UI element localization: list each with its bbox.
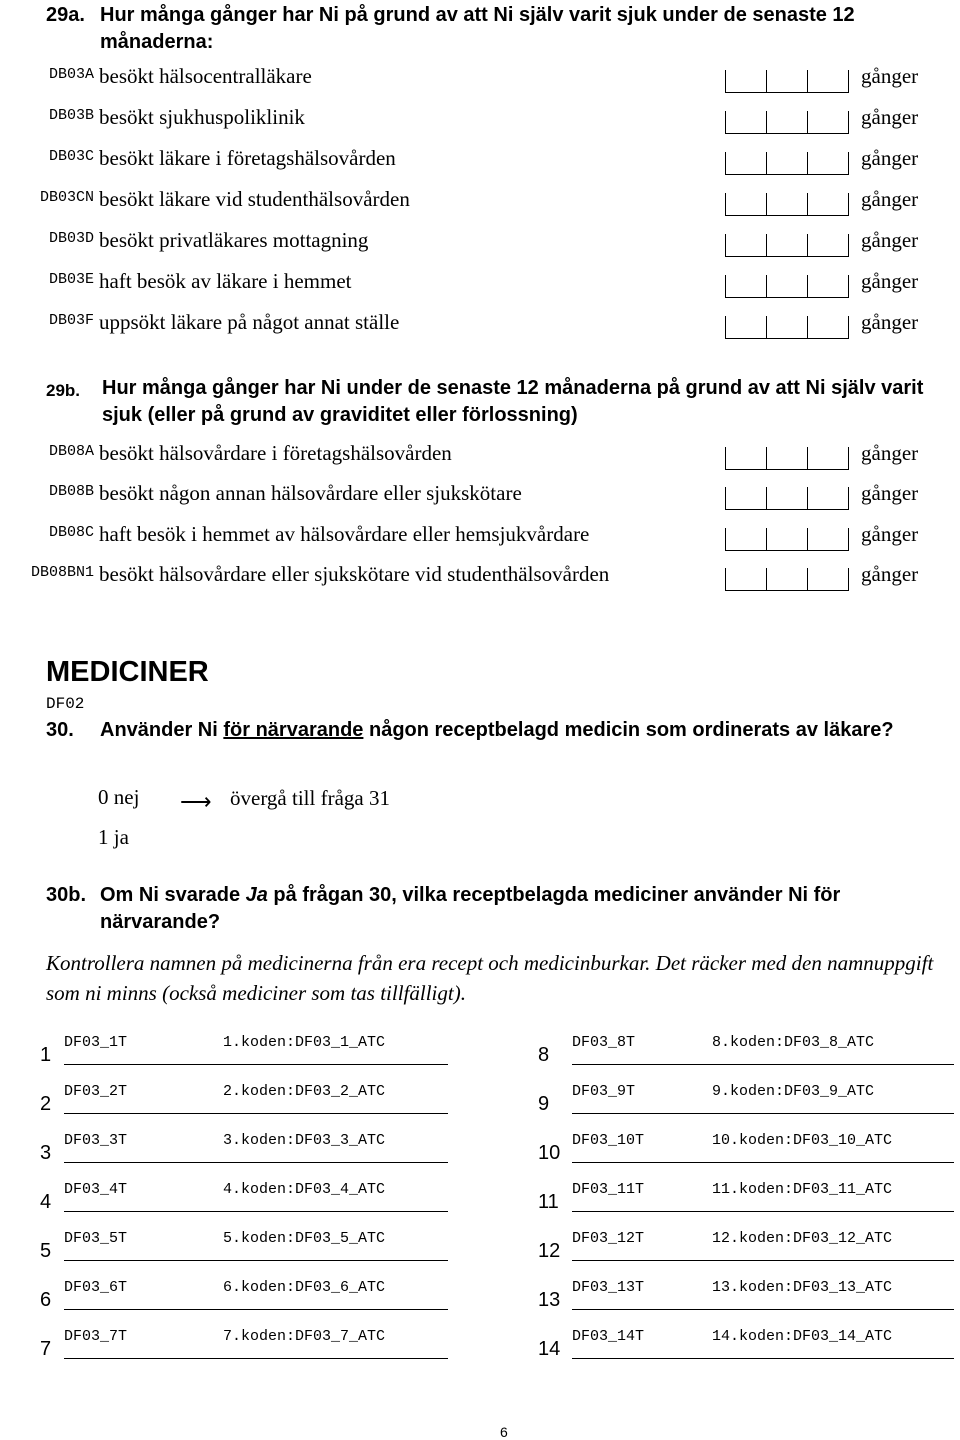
question-30-heading — [46, 717, 940, 744]
unit-label: gånger — [861, 521, 919, 546]
question-text: Hur många gånger har Ni på grund av att Ni själv varit sjuk under de senaste 12 månaderna: — [100, 4, 855, 53]
medicine-entry[interactable] — [538, 1083, 958, 1123]
answer-line — [64, 1260, 448, 1261]
atc-code-label: 8.koden:DF03_8_ATC — [712, 1034, 875, 1051]
medicine-name-code: DF03_11T — [572, 1181, 645, 1198]
medicine-name-code: DF03_7T — [64, 1328, 128, 1345]
count-input-boxes[interactable] — [725, 234, 849, 257]
question-text: Använder Ni för närvarande någon receptbelagd medicin som ordinerats av läkare? — [100, 719, 894, 741]
medicine-number: 4 — [40, 1191, 52, 1213]
variable-code: DB08C — [48, 523, 94, 541]
count-question-row — [0, 269, 960, 299]
atc-code-label: 6.koden:DF03_6_ATC — [223, 1279, 386, 1296]
count-question-row — [0, 187, 960, 217]
medicine-number: 9 — [538, 1093, 550, 1115]
variable-code: DB03A — [48, 66, 94, 83]
atc-code-label: 11.koden:DF03_11_ATC — [712, 1181, 893, 1198]
count-input-boxes[interactable] — [725, 528, 849, 551]
medicine-entry[interactable] — [40, 1230, 450, 1270]
variable-code: DB08A — [48, 443, 94, 460]
question-number: 30b. — [46, 884, 87, 906]
answer-line — [64, 1064, 448, 1065]
answer-line — [572, 1309, 954, 1310]
variable-code: DB03F — [48, 312, 94, 329]
count-question-row — [0, 522, 960, 552]
medicine-number: 12 — [538, 1240, 561, 1262]
variable-code: DB03C — [48, 148, 94, 165]
atc-code-label: 10.koden:DF03_10_ATC — [712, 1132, 893, 1149]
page-number: 6 — [500, 1424, 508, 1440]
option-yes[interactable]: 1 ja — [98, 825, 129, 849]
medicine-number: 13 — [538, 1289, 561, 1311]
atc-code-label: 12.koden:DF03_12_ATC — [712, 1230, 893, 1247]
question-code: DF02 — [46, 695, 85, 713]
question-number: 29b. — [46, 381, 81, 400]
atc-code-label: 13.koden:DF03_13_ATC — [712, 1279, 893, 1296]
atc-code-label: 3.koden:DF03_3_ATC — [223, 1132, 386, 1149]
count-input-boxes[interactable] — [725, 275, 849, 298]
unit-label: gånger — [861, 146, 919, 170]
medicine-name-code: DF03_5T — [64, 1230, 128, 1247]
medicine-name-code: DF03_2T — [64, 1083, 128, 1100]
medicine-number: 6 — [40, 1289, 52, 1311]
item-label: besökt läkare vid studenthälsovården — [99, 187, 410, 211]
question-29b-heading — [46, 375, 942, 429]
count-input-boxes[interactable] — [725, 70, 849, 93]
answer-line — [572, 1113, 954, 1114]
arrow-right-icon: ⟶ — [180, 789, 212, 814]
medicine-entry[interactable] — [538, 1132, 958, 1172]
variable-code: DB08BN1 — [30, 563, 94, 581]
medicine-entry[interactable] — [40, 1083, 450, 1123]
answer-line — [572, 1064, 954, 1065]
option-no[interactable]: 0 nej — [98, 785, 140, 809]
answer-line — [64, 1309, 448, 1310]
unit-label: gånger — [861, 441, 919, 465]
medicine-name-code: DF03_9T — [572, 1083, 636, 1100]
medicine-number: 7 — [40, 1338, 52, 1360]
unit-label: gånger — [861, 310, 919, 334]
count-question-row — [0, 562, 960, 592]
medicine-entry[interactable] — [40, 1279, 450, 1319]
count-input-boxes[interactable] — [725, 316, 849, 339]
answer-line — [64, 1211, 448, 1212]
medicine-entry[interactable] — [538, 1230, 958, 1270]
question-29a-heading — [46, 2, 940, 56]
count-question-row — [0, 105, 960, 135]
underlined-emphasis: för närvarande — [223, 719, 364, 741]
answer-line — [572, 1211, 954, 1212]
item-label: besökt hälsovårdare i företagshälsovården — [99, 441, 452, 465]
unit-label: gånger — [861, 105, 919, 129]
medicine-entry[interactable] — [40, 1034, 450, 1074]
question-number: 30. — [46, 719, 74, 741]
count-input-boxes[interactable] — [725, 487, 849, 510]
count-question-row — [0, 228, 960, 258]
item-label: besökt hälsovårdare eller sjukskötare vid studenthälsovården — [99, 561, 610, 586]
unit-label: gånger — [861, 481, 919, 506]
medicine-name-code: DF03_1T — [64, 1034, 128, 1051]
count-question-row — [0, 481, 960, 511]
answer-line — [64, 1162, 448, 1163]
item-label: besökt hälsocentralläkare — [99, 64, 312, 88]
medicine-number: 2 — [40, 1093, 52, 1115]
question-number: 29a. — [46, 4, 85, 26]
medicine-name-code: DF03_8T — [572, 1034, 636, 1051]
atc-code-label: 2.koden:DF03_2_ATC — [223, 1083, 386, 1100]
medicine-name-code: DF03_14T — [572, 1328, 645, 1345]
medicine-name-code: DF03_4T — [64, 1181, 128, 1198]
medicine-entry[interactable] — [40, 1181, 450, 1221]
medicine-entry[interactable] — [538, 1328, 958, 1368]
atc-code-label: 5.koden:DF03_5_ATC — [223, 1230, 386, 1247]
atc-code-label: 7.koden:DF03_7_ATC — [223, 1328, 386, 1345]
answer-line — [64, 1113, 448, 1114]
medicine-entry[interactable] — [40, 1132, 450, 1172]
medicine-number: 11 — [538, 1191, 559, 1213]
unit-label: gånger — [861, 269, 919, 293]
item-label: uppsökt läkare på något annat ställe — [99, 310, 400, 334]
medicine-number: 5 — [40, 1240, 52, 1262]
variable-code: DB08B — [48, 483, 94, 501]
atc-code-label: 9.koden:DF03_9_ATC — [712, 1083, 875, 1100]
item-label: besökt sjukhuspoliklinik — [99, 105, 305, 129]
item-label: besökt privatläkares mottagning — [99, 228, 369, 252]
medicine-name-code: DF03_12T — [572, 1230, 645, 1247]
section-title: MEDICINER — [46, 656, 209, 688]
question-text: Hur många gånger har Ni under de senaste 12 månaderna på grund av att Ni själv varit sjuk (eller på grund av graviditet eller förlossning) — [102, 377, 924, 426]
answer-line — [572, 1162, 954, 1163]
atc-code-label: 14.koden:DF03_14_ATC — [712, 1328, 893, 1345]
answer-line — [572, 1260, 954, 1261]
count-input-boxes[interactable] — [725, 193, 849, 216]
variable-code: DB03E — [48, 271, 94, 288]
medicine-name-code: DF03_6T — [64, 1279, 128, 1296]
count-question-row — [0, 310, 960, 340]
variable-code: DB03B — [48, 107, 94, 124]
count-input-boxes[interactable] — [725, 152, 849, 175]
unit-label: gånger — [861, 187, 919, 211]
atc-code-label: 1.koden:DF03_1_ATC — [223, 1034, 386, 1051]
atc-code-label: 4.koden:DF03_4_ATC — [223, 1181, 386, 1198]
question-text: Om Ni svarade Ja på frågan 30, vilka receptbelagda mediciner använder Ni för närvarande? — [100, 884, 841, 933]
item-label: haft besök i hemmet av hälsovårdare eller hemsjukvårdare — [99, 521, 590, 546]
count-input-boxes[interactable] — [725, 447, 849, 470]
medicine-entry[interactable] — [538, 1034, 958, 1074]
item-label: haft besök av läkare i hemmet — [99, 269, 352, 293]
medicine-entry[interactable] — [538, 1279, 958, 1319]
unit-label: gånger — [861, 64, 919, 88]
unit-label: gånger — [861, 228, 919, 252]
item-label: besökt någon annan hälsovårdare eller sjukskötare — [99, 481, 522, 506]
count-question-row — [0, 146, 960, 176]
item-label: besökt läkare i företagshälsovården — [99, 146, 396, 170]
answer-line — [572, 1358, 954, 1359]
count-input-boxes[interactable] — [725, 568, 849, 591]
medicine-entry[interactable] — [538, 1181, 958, 1221]
medicine-name-code: DF03_10T — [572, 1132, 645, 1149]
medicine-number: 8 — [538, 1044, 550, 1066]
count-question-row — [0, 441, 960, 471]
question-30b-heading — [46, 882, 940, 936]
unit-label: gånger — [861, 561, 919, 586]
medicine-number: 1 — [40, 1044, 52, 1066]
count-input-boxes[interactable] — [725, 111, 849, 134]
medicine-name-code: DF03_13T — [572, 1279, 645, 1296]
skip-instruction: övergå till fråga 31 — [230, 786, 390, 810]
variable-code: DB03CN — [39, 189, 94, 206]
medicine-name-code: DF03_3T — [64, 1132, 128, 1149]
medicine-entry[interactable] — [40, 1328, 450, 1368]
medicine-number: 3 — [40, 1142, 52, 1164]
instruction-text: Kontrollera namnen på medicinerna från era recept och medicinburkar. Det räcker med den namnuppgift som ni minns (också mediciner som tas tillfälligt). — [46, 951, 934, 1005]
variable-code: DB03D — [48, 230, 94, 247]
answer-line — [64, 1358, 448, 1359]
count-question-row — [0, 64, 960, 94]
medicine-number: 10 — [538, 1142, 561, 1164]
medicine-number: 14 — [538, 1338, 561, 1360]
